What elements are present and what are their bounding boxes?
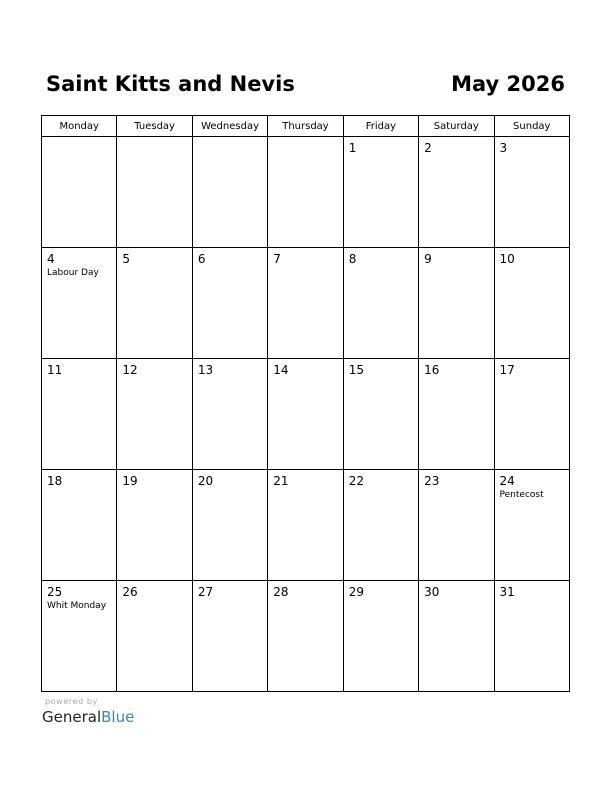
- day-number: 3: [499, 141, 508, 155]
- day-number: 14: [273, 363, 289, 377]
- day-cell: [117, 248, 192, 359]
- weekday-header-row: [42, 116, 570, 137]
- page-title-month: May 2026: [451, 72, 565, 96]
- day-number: 1: [348, 141, 357, 155]
- holiday-label: Labour Day: [47, 268, 99, 278]
- day-cell: [343, 248, 418, 359]
- day-cell: [419, 470, 494, 581]
- day-number: 12: [122, 363, 138, 377]
- day-cell: [419, 581, 494, 692]
- weekday-header-saturday: Saturday: [419, 116, 494, 137]
- week-row: [42, 470, 570, 581]
- day-number: 9: [424, 252, 432, 266]
- calendar-grid: [41, 115, 570, 692]
- brand-general-text: General: [42, 708, 102, 726]
- day-number: 6: [197, 252, 206, 266]
- weekday-header-friday: Friday: [343, 116, 418, 137]
- day-cell: [494, 581, 569, 692]
- day-number: 24: [499, 474, 515, 488]
- day-number: 18: [47, 474, 63, 488]
- day-number: 26: [122, 585, 138, 599]
- weekday-header-monday: Monday: [42, 116, 117, 137]
- day-number: 16: [424, 363, 440, 377]
- day-number: 28: [273, 585, 289, 599]
- day-number: 20: [197, 474, 214, 488]
- day-number: 5: [122, 252, 131, 266]
- brand-logo: [42, 697, 134, 727]
- day-number: 22: [348, 474, 364, 488]
- day-cell: [192, 470, 267, 581]
- day-cell: [268, 470, 343, 581]
- day-cell: [117, 359, 192, 470]
- day-cell: [117, 470, 192, 581]
- week-row: [42, 581, 570, 692]
- day-number: 25: [47, 585, 63, 599]
- day-cell: [192, 581, 267, 692]
- day-cell: [268, 248, 343, 359]
- day-number: 30: [424, 585, 440, 599]
- day-cell: [192, 248, 267, 359]
- day-cell: [343, 581, 418, 692]
- week-row: [42, 359, 570, 470]
- powered-by-label: powered by: [45, 697, 98, 706]
- day-number: 11: [47, 363, 63, 377]
- weekday-header-thursday: Thursday: [268, 116, 343, 137]
- day-number: 27: [197, 585, 214, 599]
- day-number: 29: [348, 585, 364, 599]
- week-row: [42, 137, 570, 248]
- day-number: 10: [499, 252, 515, 266]
- week-row: [42, 248, 570, 359]
- weekday-header-wednesday: Wednesday: [192, 116, 267, 137]
- day-cell: [343, 137, 418, 248]
- day-cell: [117, 581, 192, 692]
- day-cell: [419, 137, 494, 248]
- day-number: 2: [424, 141, 432, 155]
- day-number: 15: [348, 363, 364, 377]
- day-cell: [42, 470, 117, 581]
- day-number: 19: [122, 474, 138, 488]
- day-number: 31: [499, 585, 515, 599]
- day-cell: [42, 248, 117, 359]
- day-cell: [343, 359, 418, 470]
- day-number: 7: [273, 252, 281, 266]
- page-title-country: Saint Kitts and Nevis: [46, 72, 295, 96]
- day-cell: [419, 248, 494, 359]
- brand-blue-text: Blue: [101, 708, 135, 726]
- day-cell: [117, 137, 192, 248]
- day-cell: [494, 359, 569, 470]
- day-cell: [494, 248, 569, 359]
- holiday-label: Pentecost: [499, 490, 544, 500]
- weekday-header-sunday: Sunday: [494, 116, 569, 137]
- day-cell: [268, 137, 343, 248]
- day-cell: [42, 359, 117, 470]
- day-cell: [419, 359, 494, 470]
- day-number: 23: [424, 474, 440, 488]
- day-cell: [268, 581, 343, 692]
- day-cell: [343, 470, 418, 581]
- day-number: 17: [499, 363, 515, 377]
- holiday-label: Whit Monday: [47, 601, 107, 611]
- day-cell: [494, 470, 569, 581]
- day-cell: [42, 581, 117, 692]
- day-number: 21: [273, 474, 289, 488]
- day-cell: [192, 359, 267, 470]
- day-number: 4: [47, 252, 55, 266]
- day-number: 8: [348, 252, 357, 266]
- day-cell: [42, 137, 117, 248]
- day-cell: [192, 137, 267, 248]
- brand-wordmark: [42, 707, 134, 727]
- day-cell: [494, 137, 569, 248]
- weekday-header-tuesday: Tuesday: [117, 116, 192, 137]
- day-number: 13: [197, 363, 214, 377]
- day-cell: [268, 359, 343, 470]
